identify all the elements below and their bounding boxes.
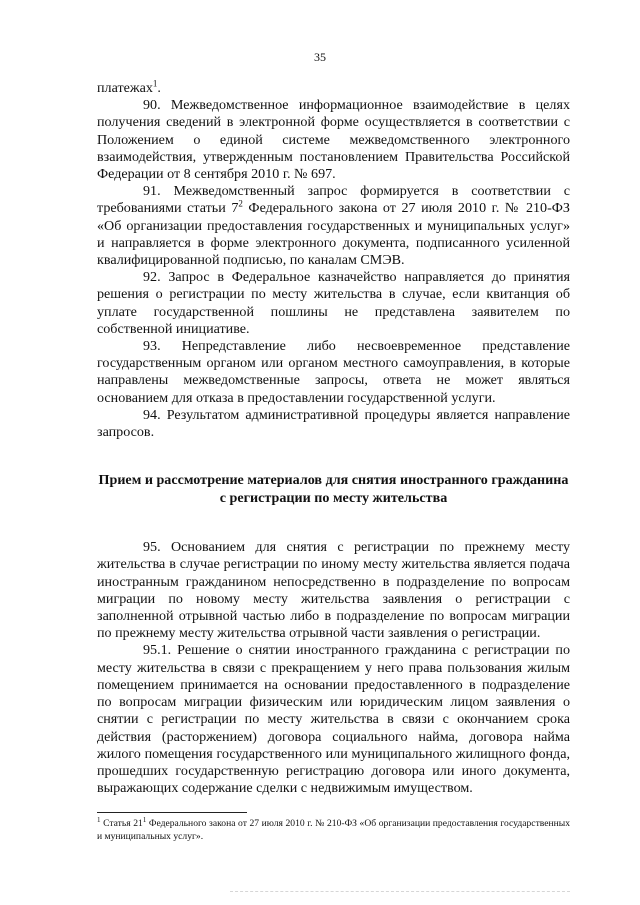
continuation-line [97,80,570,97]
paragraph-91-part-b: Федерального закона от 27 июля 2010 г. № 210-ФЗ «Об организации предоставления государственных и муниципальных услуг» и направляется в форме электронного документа, подписанного усиленной квалифицированной подписью, по каналам СМЭВ. [97,200,570,269]
footnote-marker: 1 [97,815,101,824]
paragraph-95-1: 95.1. Решение о снятии иностранного гражданина с регистрации по месту жительства в связи с прекращением у него права пользования жилым помещением принимается на основании предоставленного в подразделение по вопросам миграции физическим или юридическим лицом заявления о снятии с регистрации по месту жительства в связи с окончанием срока действия (расторжением) договора социального найма, договора найма жилого помещения государственного или муниципального жилищного фонда, прошедших государственную регистрацию договора или иного документа, выражающих содержание сделки с недвижимым имуществом. [97,642,570,797]
paragraph-92: 92. Запрос в Федеральное казначейство направляется до принятия решения о регистрации по месту жительства в случае, если квитанция об уплате государственной пошлины не представлена заявителем по собственной инициативе. [97,269,570,337]
paragraph-94: 94. Результатом административной процедуры является направление запросов. [97,406,570,441]
paragraph-93: 93. Непредставление либо несвоевременное представление государственным органом или органом местного самоуправления, в которые направлены межведомственные запросы, ответа не может являться основанием для отказа в предоставлении государственной услуги. [97,338,570,406]
footnote-text-b: Федерального закона от 27 июля 2010 г. № 210-ФЗ «Об организации предоставления государственных и муниципальных услуг». [97,818,570,842]
paragraph-90: 90. Межведомственное информационное взаимодействие в целях получения сведений в электронной форме осуществляется в соответствии с Положением о единой системе межведомственного электронного взаимодействия, утвержденным постановлением Правительства Российской Федерации от 8 сентября 2010 г. № 697. [97,97,570,183]
paragraph-95: 95. Основанием для снятия с регистрации по прежнему месту жительства в случае регистрации по иному месту жительства является подача иностранным гражданином непосредственно в подразделение по вопросам миграции по новому месту жительства заявления о регистрации с заполненной отрывной частью либо в подразделение по вопросам миграции по прежнему месту жительства отрывной части заявления о регистрации. [97,539,570,642]
page-number: 35 [314,50,326,64]
section-heading: Прием и рассмотрение материалов для снятия иностранного гражданина с регистрации по месту жительства [98,472,569,506]
footnote-ref: 1 [152,78,158,89]
paragraph-91-part-a: 91. Межведомственный запрос формируется в соответствии с требованиями статьи 7 [97,183,570,217]
footnote-superscript: 1 [142,815,147,824]
footnote-divider [97,812,247,813]
footnote [97,815,570,843]
continuation-end: . [157,80,161,96]
paragraph-91 [97,183,570,269]
scan-edge-line [230,891,570,892]
document-body [97,80,570,797]
footnote-text-a: Статья 21 [100,818,143,829]
superscript-2: 2 [238,198,243,209]
continuation-text: платежах [97,80,153,96]
